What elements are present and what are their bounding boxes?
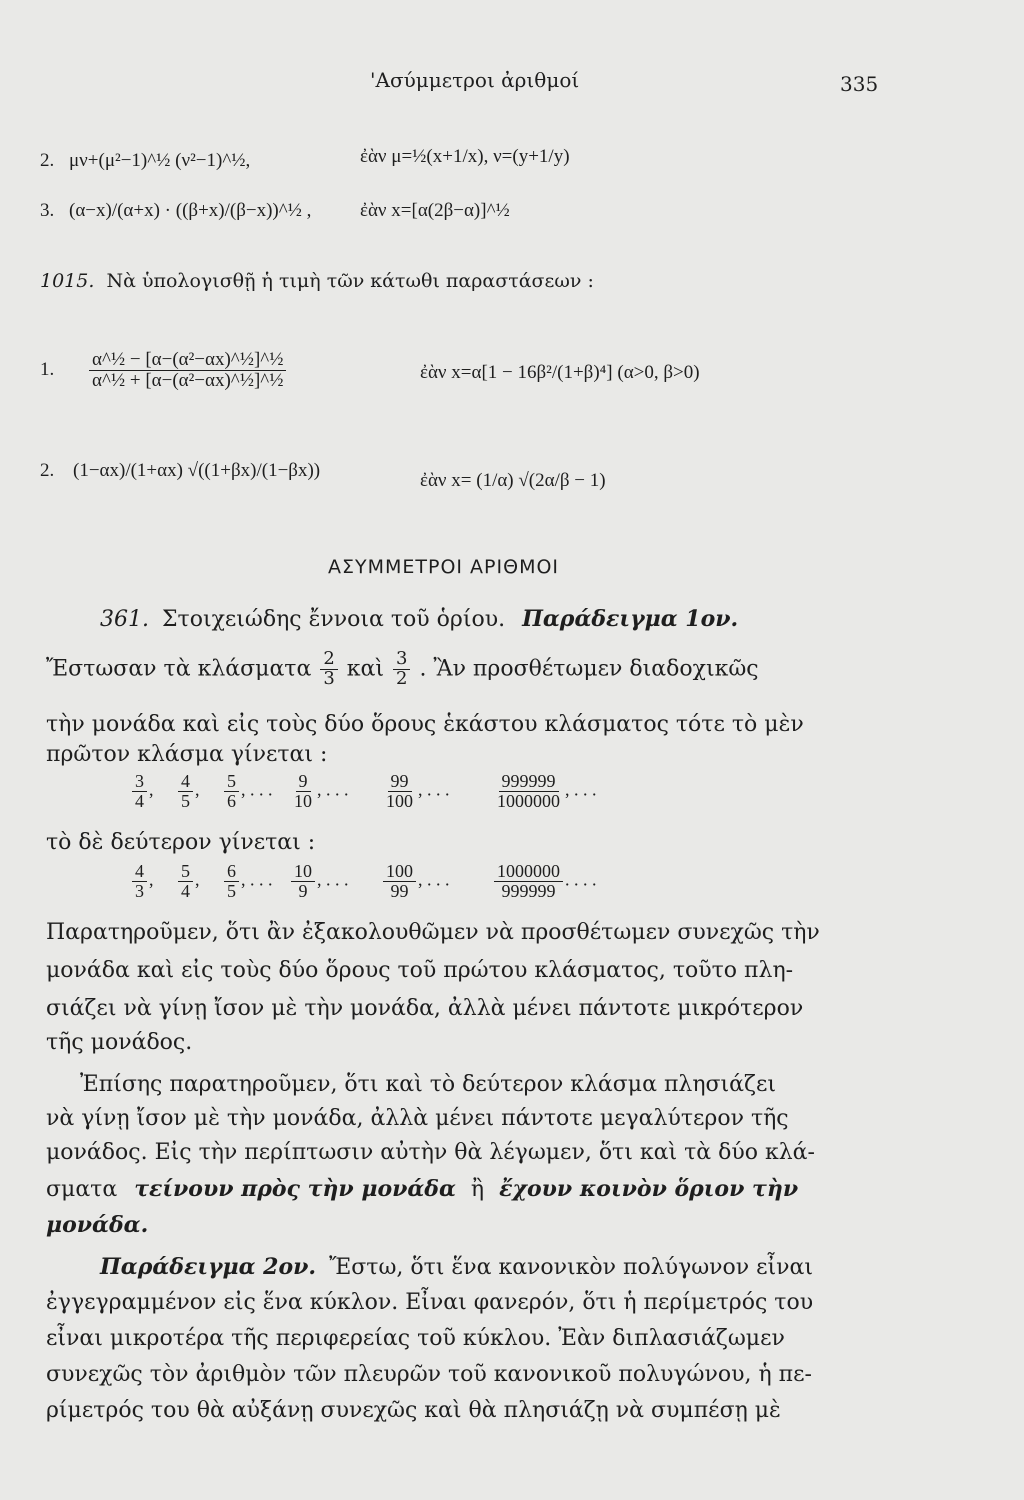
fraction-denominator: 1000000: [497, 790, 560, 811]
section-title: ΑΣΥΜΜΕΤΡΟΙ ΑΡΙΘΜΟΙ: [328, 556, 560, 578]
fraction-numerator: 6: [224, 862, 239, 882]
article-number: 361.: [100, 607, 149, 632]
paragraph-1-line: μονάδα καὶ εἰς τοὺς δύο ὅρους τοῦ πρώτου κλάσματος, τοῦτο πλη-: [46, 958, 794, 983]
emphasis-text: τείνουν πρὸς τὴν μονάδα: [134, 1176, 456, 1202]
exercise-1015-item-2: [40, 460, 320, 482]
exercise-expression: (α−x)/(α+x) · ((β+x)/(β−x))^½ ,: [69, 200, 312, 221]
article-line-3: πρῶτον κλάσμα γίνεται :: [46, 742, 328, 767]
fraction-numerator: 9: [296, 772, 311, 792]
seq1-fraction: [291, 772, 315, 811]
fraction-3-2: [393, 650, 410, 689]
paragraph-3-line: ἐγγεγραμμένον εἰς ἕνα κύκλον. Εἶναι φανερόν, ὅτι ἡ περίμετρός του: [46, 1290, 814, 1315]
fraction-denominator: 3: [135, 880, 144, 901]
sequence-1: $\frac{3}{4}$ , $\frac{4}{5}$ , $\frac{5}{6}$ , . . . $\frac{9}{10}$ , . . . $\frac{99}{100}$ , . . . $\frac{999999}{1000000}$ , . . .: [130, 772, 597, 811]
seq1-fraction: [178, 772, 193, 811]
fraction-denominator: 100: [386, 790, 413, 811]
exercise-1015-item-1: [40, 350, 288, 391]
exercise-1015-item-2-condition: ἐὰν x= (1/α) √(2α/β − 1): [420, 470, 606, 491]
fraction-numerator: 99: [388, 772, 412, 792]
text-span: ἢ: [470, 1177, 485, 1202]
fraction-numerator: 4: [178, 772, 193, 792]
fraction-denominator: 999999: [501, 880, 556, 901]
article-line-2: τὴν μονάδα καὶ εἰς τοὺς δύο ὅρους ἑκάστου κλάσματος τότε τὸ μὲν: [46, 712, 804, 737]
text-span: Ἔστωσαν τὰ κλάσματα: [46, 656, 312, 682]
paragraph-2-line: μονάδος. Εἰς τὴν περίπτωσιν αὐτὴν θὰ λέγωμεν, ὅτι καὶ τὰ δύο κλά-: [46, 1140, 815, 1165]
fraction-numerator: 1000000: [494, 862, 563, 882]
fraction-denominator: 4: [135, 790, 144, 811]
paragraph-3-line: εἶναι μικροτέρα τῆς περιφερείας τοῦ κύκλου. Ἐὰν διπλασιάζωμεν: [46, 1326, 785, 1351]
exercise-1015-heading: [40, 270, 594, 292]
sequence-2: $\frac{4}{3}$ , $\frac{5}{4}$ , $\frac{6}{5}$ , . . . $\frac{10}{9}$ , . . . $\frac{100}{99}$ , . . . $\frac{1000000}{999999}$ . . . .: [130, 862, 597, 901]
seq2-fraction: [383, 862, 416, 901]
seq1-fraction: [224, 772, 239, 811]
paragraph-2-emphasis-end: μονάδα.: [46, 1212, 149, 1238]
fraction-2-3: [320, 650, 337, 689]
text-span: . Ἂν προσθέτωμεν διαδοχικῶς: [419, 656, 759, 682]
fraction-numerator: 999999: [499, 772, 559, 792]
paragraph-3-line: συνεχῶς τὸν ἀριθμὸν τῶν πλευρῶν τοῦ κανονικοῦ πολυγώνου, ἡ πε-: [46, 1362, 812, 1387]
seq1-fraction: [132, 772, 147, 811]
fraction-numerator: 3: [132, 772, 147, 792]
text-span: σματα: [46, 1177, 118, 1202]
item-number: 2.: [40, 460, 55, 481]
exercise-number: 3.: [40, 200, 55, 221]
example-1-label: Παράδειγμα 1ον.: [522, 606, 739, 632]
item-fraction: [89, 350, 286, 391]
paragraph-3-first-line: [100, 1254, 813, 1280]
paragraph-2-line: νὰ γίνῃ ἴσον μὲ τὴν μονάδα, ἀλλὰ μένει πάντοτε μεγαλύτερον τῆς: [46, 1106, 789, 1131]
fraction-denominator: 5: [181, 790, 190, 811]
fraction-denominator: 10: [294, 790, 312, 811]
paragraph-3-line: ρίμετρός του θὰ αὐξάνῃ συνεχῶς καὶ θὰ πλησιάζῃ νὰ συμπέσῃ μὲ: [46, 1398, 781, 1423]
seq2-fraction: [178, 862, 193, 901]
paragraph-2-line: Ἐπίσης παρατηροῦμεν, ὅτι καὶ τὸ δεύτερον κλάσμα πλησιάζει: [80, 1072, 776, 1097]
fraction-numerator: 5: [178, 862, 193, 882]
fraction-numerator: 5: [224, 772, 239, 792]
example-2-label: Παράδειγμα 2ον.: [100, 1254, 317, 1280]
text-span: καὶ: [346, 656, 385, 682]
sequence-2-intro: τὸ δὲ δεύτερον γίνεται :: [46, 830, 316, 855]
exercise-3-top: [40, 200, 311, 222]
fraction-numerator: 10: [291, 862, 315, 882]
paragraph-1-line: σιάζει νὰ γίνῃ ἴσον μὲ τὴν μονάδα, ἀλλὰ μένει πάντοτε μικρότερον: [46, 996, 804, 1021]
fraction-denominator: 4: [181, 880, 190, 901]
exercise-expression: μν+(μ²−1)^½ (ν²−1)^½,: [69, 150, 251, 171]
fraction-denominator: 6: [227, 790, 236, 811]
exercise-2-condition: ἐὰν μ=½(x+1/x), ν=(y+1/y): [360, 146, 570, 167]
seq1-fraction: [383, 772, 416, 811]
fraction-numerator: α^½ − [α−(α²−αx)^½]^½: [89, 350, 286, 371]
exercise-instruction: Νὰ ὑπολογισθῇ ἡ τιμὴ τῶν κάτωθι παραστάσεων :: [106, 270, 594, 292]
fraction-numerator: 3: [393, 650, 410, 670]
running-header: 'Ασύμμετροι ἀριθμοί: [370, 68, 580, 92]
exercise-label: 1015.: [40, 270, 95, 292]
article-heading: [100, 606, 738, 632]
article-line-1: [46, 650, 759, 689]
exercise-1015-item-1-condition: ἐὰν x=α[1 − 16β²/(1+β)⁴] (α>0, β>0): [420, 362, 700, 383]
exercise-number: 2.: [40, 150, 55, 171]
page-number: 335: [840, 72, 879, 96]
item-number: 1.: [40, 358, 55, 380]
seq2-fraction: [291, 862, 315, 901]
fraction-denominator: α^½ + [α−(α²−αx)^½]^½: [92, 369, 284, 391]
paragraph-2-line: [46, 1176, 798, 1202]
fraction-denominator: 3: [323, 667, 335, 689]
item-expression: (1−αx)/(1+αx) √((1+βx)/(1−βx)): [73, 460, 321, 481]
fraction-denominator: 9: [298, 880, 308, 901]
text-span: Ἔστω, ὅτι ἕνα κανονικὸν πολύγωνον εἶναι: [329, 1255, 814, 1280]
fraction-denominator: 5: [227, 880, 236, 901]
exercise-2-top: [40, 150, 250, 172]
fraction-numerator: 4: [132, 862, 147, 882]
fraction-numerator: 2: [320, 650, 337, 670]
paragraph-1-line: Παρατηροῦμεν, ὅτι ἂν ἐξακολουθῶμεν νὰ προσθέτωμεν συνεχῶς τὴν: [46, 920, 820, 945]
exercise-3-condition: ἐὰν x=[α(2β−α)]^½: [360, 200, 510, 221]
emphasis-text: ἔχουν κοινὸν ὅριον τὴν: [499, 1176, 799, 1202]
article-title: Στοιχειώδης ἔννοια τοῦ ὁρίου.: [161, 607, 506, 632]
fraction-denominator: 2: [396, 667, 408, 689]
seq2-fraction: [224, 862, 239, 901]
fraction-numerator: 100: [383, 862, 416, 882]
fraction-denominator: 99: [390, 880, 409, 901]
seq2-fraction: [494, 862, 563, 901]
seq2-fraction: [132, 862, 147, 901]
paragraph-1-line: τῆς μονάδος.: [46, 1030, 193, 1055]
seq1-fraction: [494, 772, 563, 811]
